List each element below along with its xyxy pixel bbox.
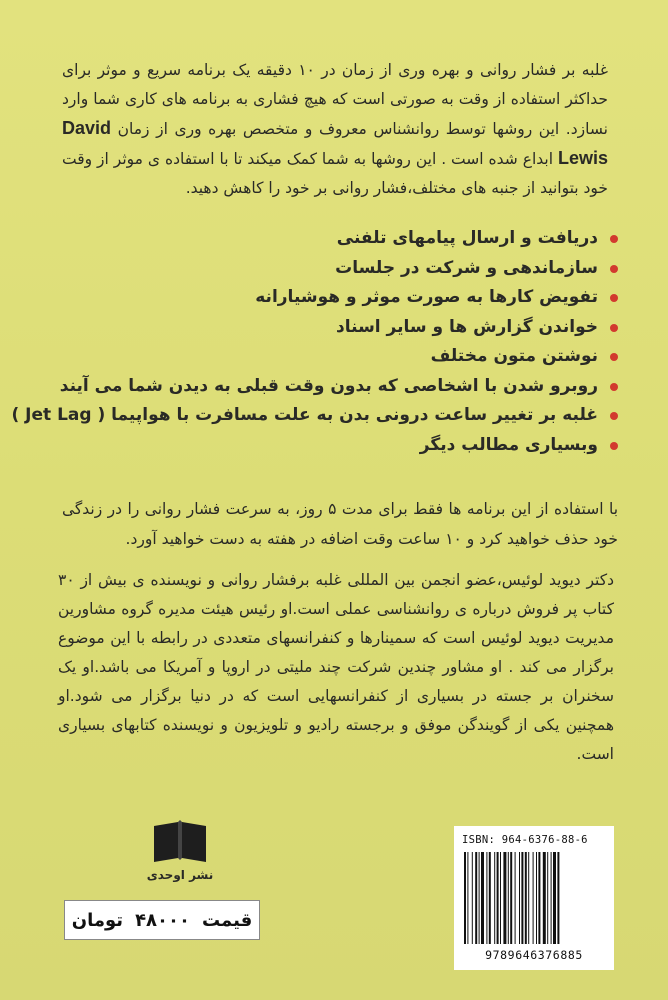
feature-list [11, 224, 620, 460]
feature-item: دریافت و ارسال پیامهای تلفنی [110, 224, 620, 254]
barcode-bar [467, 852, 468, 944]
barcode-bar [538, 852, 540, 944]
bullet-icon [610, 412, 618, 420]
ean-number: 9789646376885 [485, 948, 583, 962]
intro-text-before-name: غلبه بر فشار روانی و بهره وری از زمان در ۱۰ دقیقه یک برنامه سریع و موثر برای حداکثر استفاده از وقت به صورتی است که هیچ فشاری به برنامه های کاری شما وارد نسازد. این روشها توسط روانشناس معروف و متخصص بهره وری از زمان [62, 61, 608, 138]
barcode-bar [528, 852, 529, 944]
barcode-bar [543, 852, 546, 944]
bullet-icon [610, 442, 618, 450]
intro-text-after-name: ابداع شده است . این روشها به شما کمک میکند تا با استفاده ی موثر از وقت خود بتوانید از جنبه های مختلف،فشار روانی بر خود را کاهش دهید. [62, 150, 608, 197]
barcode-bar [557, 852, 559, 944]
feature-item: وبسیاری مطالب دیگر [110, 431, 620, 461]
bullet-icon [610, 235, 618, 243]
bullet-icon [610, 294, 618, 302]
price-amount: ۴۸۰۰۰ [135, 909, 190, 931]
feature-item: غلبه بر تغییر ساعت درونی بدن به علت مسافرت با هواپیما ( Jet Lag ) [110, 401, 620, 431]
feature-item: نوشتن متون مختلف [110, 342, 620, 372]
publisher-name: نشر اوحدی [146, 868, 214, 882]
author-bio-paragraph: دکتر دیوید لوئیس،عضو انجمن بین المللی غلبه برفشار روانی و نویسنده ی بیش از ۳۰ کتاب پر فروش درباره ی روانشناسی عملی است.او رئیس هیئت مدیره گروه مشاورین مدیریت دیوید لوئیس است که سمینارها و کنفرانسهای متعددی در رابطه با این موضوع برگزار می کند . او مشاور چندین شرکت چند ملیتی در اروپا و آمریکا می باشد.او یک سخنران بر جسته در بسیاری از کنفرانسهایی است که در دنیا برگزار می شود.او همچنین یکی از گویندگن موفق و برجسته رادیو و تلویزیون و نویسنده کتابهای بسیاری است. [58, 571, 614, 763]
barcode-bar [494, 852, 495, 944]
barcode-bar [551, 852, 552, 944]
price-currency: تومان [71, 909, 124, 931]
barcode-icon [462, 852, 606, 946]
feature-item: روبرو شدن با اشخاصی که بدون وقت قبلی به دیدن شما می آیند [110, 372, 620, 402]
barcode-panel [454, 826, 614, 970]
publisher-book-logo-icon [150, 818, 210, 864]
bullet-icon [610, 383, 618, 391]
barcode-bar [521, 852, 523, 944]
barcode-bar [533, 852, 534, 944]
barcode-bar [536, 852, 537, 944]
barcode-bar [510, 852, 512, 944]
feature-item: سازماندهی و شرکت در جلسات [110, 254, 620, 284]
intro-paragraph [62, 56, 608, 203]
price-tag [64, 900, 260, 940]
barcode-bar [525, 852, 527, 944]
barcode-bar [553, 852, 556, 944]
barcode-bar [519, 852, 520, 944]
barcode-bar [489, 852, 491, 944]
author-latin-name: David Lewis [62, 118, 608, 168]
barcode-bar [486, 852, 487, 944]
bullet-icon [610, 265, 618, 273]
feature-item: تفویض کارها به صورت موثر و هوشیارانه [110, 283, 620, 313]
bullet-icon [610, 324, 618, 332]
feature-item: خواندن گزارش ها و سایر اسناد [110, 313, 620, 343]
bullet-icon [610, 353, 618, 361]
isbn-number: ISBN: 964-6376-88-6 [462, 834, 588, 846]
barcode-bar [500, 852, 501, 944]
barcode-bar [515, 852, 516, 944]
barcode-bar [472, 852, 473, 944]
barcode-bar [479, 852, 480, 944]
barcode-bar [481, 852, 484, 944]
barcode-bar [508, 852, 509, 944]
barcode-bar [503, 852, 506, 944]
price-label: قیمت [202, 909, 253, 931]
barcode-bar [475, 852, 477, 944]
barcode-bar [547, 852, 548, 944]
outro-paragraph: با استفاده از این برنامه ها فقط برای مدت ۵ روز، به سرعت فشار روانی را در زندگی خود حذف خواهید کرد و ۱۰ ساعت وقت اضافه در هفته به دست خواهید آورد. [62, 500, 619, 548]
barcode-bar [497, 852, 499, 944]
barcode-bar [464, 852, 466, 944]
